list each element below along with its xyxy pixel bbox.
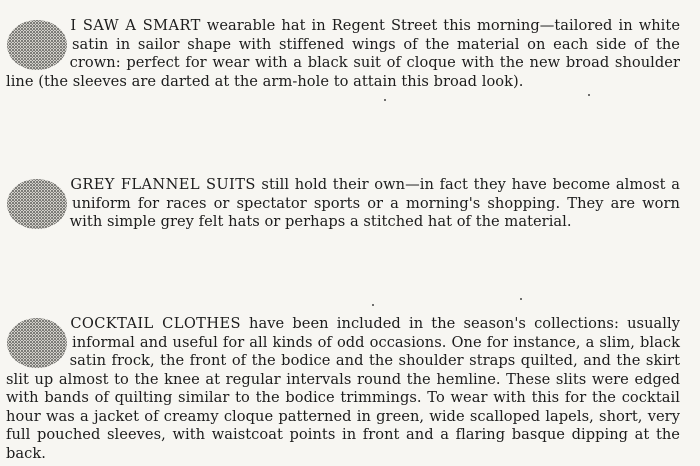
print-speck	[520, 298, 522, 300]
paragraph-text: still hold their own—in fact they have become almost a uniform for races or spectator sports or a morning's shopping. They are worn with simple grey felt hats or perhaps a stitched hat of the material.	[69, 176, 680, 230]
print-speck	[384, 99, 386, 101]
paragraph-smart-hat	[6, 17, 680, 91]
paragraph-lead: COCKTAIL CLOTHES	[70, 315, 241, 332]
paragraph-text: have been included in the season's collections: usually informal and useful for all kinds of odd occasions. One for instance, a slim, black satin frock, the front of the bodice and the shoulder straps quilted, and the skirt slit up almost to the knee at regular intervals round the hemline. These slits were edged with bands of quilting similar to the bodice trimmings. To wear with this for the cocktail hour was a jacket of creamy cloque patterned in green, wide scalloped lapels, short, very full pouched sleeves, with waistcoat points in front and a flaring basque dipping at the back.	[6, 315, 680, 462]
paragraph-text: wearable hat in Regent Street this morning—tailored in white satin in sailor shape with stiffened wings of the material on each side of the crown: perfect for wear with a black suit of cloque with the new broad shoulder line (the sleeves are darted at the arm-hole to attain this broad look).	[6, 17, 681, 90]
dotted-bullet-icon	[6, 19, 68, 71]
dotted-bullet-icon	[6, 317, 68, 369]
paragraph-lead: GREY FLANNEL SUITS	[70, 176, 256, 193]
paragraph-cocktail-clothes	[6, 315, 680, 463]
print-speck	[588, 94, 590, 96]
paragraph-lead: I SAW A SMART	[70, 17, 201, 34]
print-speck	[372, 304, 374, 306]
paragraph-flannel-suits	[6, 176, 680, 232]
dotted-bullet-icon	[6, 178, 68, 230]
